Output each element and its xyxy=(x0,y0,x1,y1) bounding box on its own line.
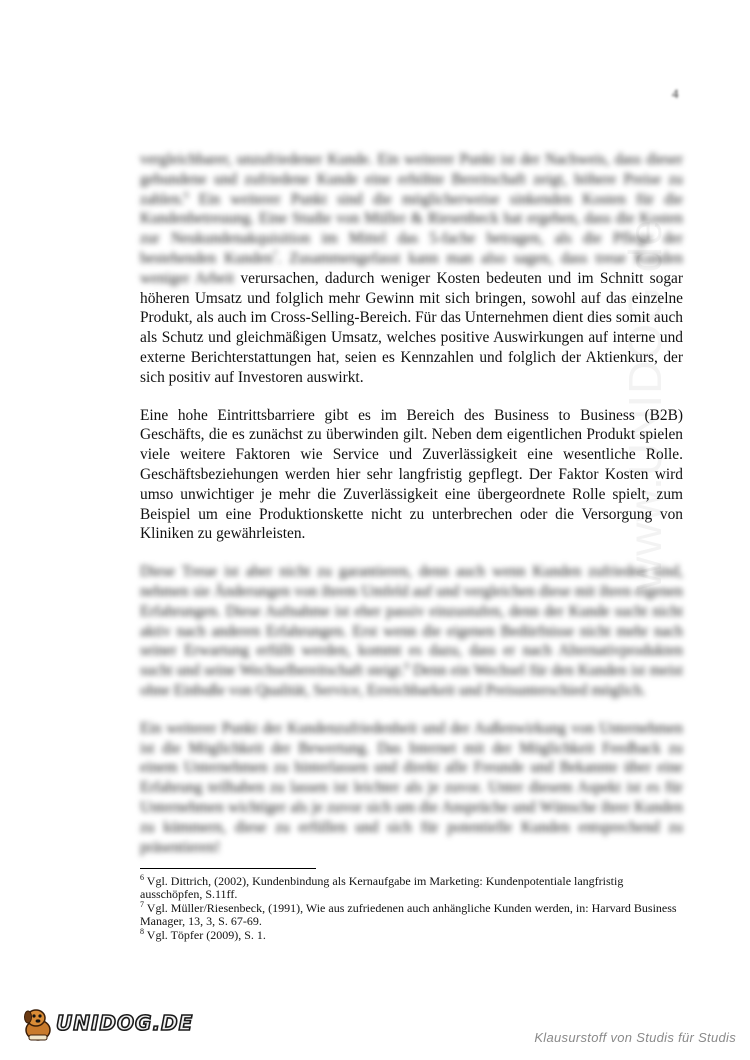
footnotes xyxy=(140,875,680,942)
paragraph-2: Eine hohe Eintrittsbarriere gibt es im Bereich des Business to Business (B2B) Geschäfts, die es zunächst zu überwinden gilt. Neben dem eigentlichen Produkt spielen viele weitere Faktoren wie Service und Zuverlässigkeit eine wesentliche Rolle. Geschäftsbeziehungen werden hier sehr langfristig gepflegt. Der Faktor Kosten wird umso unwichtiger je mehr die Zuverlässigkeit eine übergeordnete Rolle spielt, zum Beispiel um eine Produktionskette nicht zu unterbrechen oder die Versorgung von Kliniken zu gewährleisten. xyxy=(140,406,683,543)
footer-tagline: Klausurstoff von Studis für Studis xyxy=(534,1030,736,1045)
footnote-divider xyxy=(140,868,316,869)
paragraph-3-blurred: Diese Treue ist aber nicht zu garantieren, denn auch wenn Kunden zufrieden sind, nehmen sie Änderungen von ihrem Umfeld auf und vergleichen diese mit ihren eigenen Erfahrungen. Diese Aufnahme ist eher passiv einzustufen, denn der Kunde sucht nicht aktiv nach anderen Erfahrungen. Erst wenn die eigenen Bedürfnisse nicht mehr nach seiner Erwartung erfüllt werden, kommt es dazu, dass er nach Alternativprodukten sucht und seine Wechselbereitschaft steigt.$^8$ Denn ein Wechsel für den Kunden ist meist ohne Einbuße von Qualität, Service, Erreichbarkeit und Preisunterschied möglich. xyxy=(140,563,684,699)
document-body xyxy=(140,150,683,857)
unidog-logo[interactable] xyxy=(20,1005,194,1045)
logo-text: UNIDOG.DE xyxy=(56,1011,194,1035)
footnote: $^8$ Vgl. Töpfer (2009), S. 1. xyxy=(140,926,266,942)
page-number: 4 xyxy=(672,86,679,101)
watermark: www.UNIDOG.de xyxy=(619,219,671,590)
dog-mascot-icon xyxy=(20,1005,56,1043)
footnote: $^7$ Vgl. Müller/Riesenbeck, (1991), Wie aus zufriedenen auch anhängliche Kunden werden, in: Harvard Business Manager, 13, 3, S. 67-69. xyxy=(140,899,677,929)
footnote: $^6$ Vgl. Dittrich, (2002), Kundenbindung als Kernaufgabe im Marketing: Kundenpotentiale langfristig ausschöpfen, S.11ff. xyxy=(140,873,624,902)
paragraph-text: verursachen, dadurch weniger Kosten bedeuten und im Schnitt sogar höheren Umsatz und folglich mehr Gewinn mit sich bringen, sowohl auf das einzelne Produkt, als auch im Cross-Selling-Bereich. Für das Unternehmen dient dies somit auch als Schutz und gleichmäßigen Umsatz, welches positive Auswirkungen auf interne und externe Berichterstattungen hat, seien es Kennzahlen und folglich der Aktienkurs, der sich positiv auf Investoren auswirkt. xyxy=(140,269,683,386)
paragraph-4-blurred: Ein weiterer Punkt der Kundenzufriedenheit und der Außenwirkung von Unternehmen ist die Möglichkeit der Bewertung. Das Internet mit der Möglichkeit Feedback zu einem Unternehmen zu hinterlassen und direkt alle Freunde und Bekannte über eine Erfahrung teilhaben zu lassen ist leichter als je zuvor. Unter diesem Aspekt ist es für Unternehmen wichtiger als je zuvor sich um die Ansprüche und Wünsche ihrer Kunden zu kümmern, diese zu erfüllen und sich für potentielle Kunden entsprechend zu präsentieren! xyxy=(140,719,683,856)
blurred-text: vergleichbarer, unzufriedener Kunde. Ein weiterer Punkt ist der Nachweis, dass dieser gebundene und zufriedene Kunde eine erhöhte Bereitschaft zeigt, höhere Preise zu zahlen.$^6$ Ein weiterer Punkt sind die möglicherweise sinkenden Kosten für die Kundenbetreuung. Eine Studie von Müller & Riesenbeck hat ergeben, dass die Kosten zur Neukundenakquisition im Mittel das 5-fache betragen, als die Pflege der bestehenden Kunden$^7$. Zusammengefasst kann man also sagen, dass treue Kunden weniger Arbeit xyxy=(140,151,683,287)
paragraph-1 xyxy=(140,150,683,388)
